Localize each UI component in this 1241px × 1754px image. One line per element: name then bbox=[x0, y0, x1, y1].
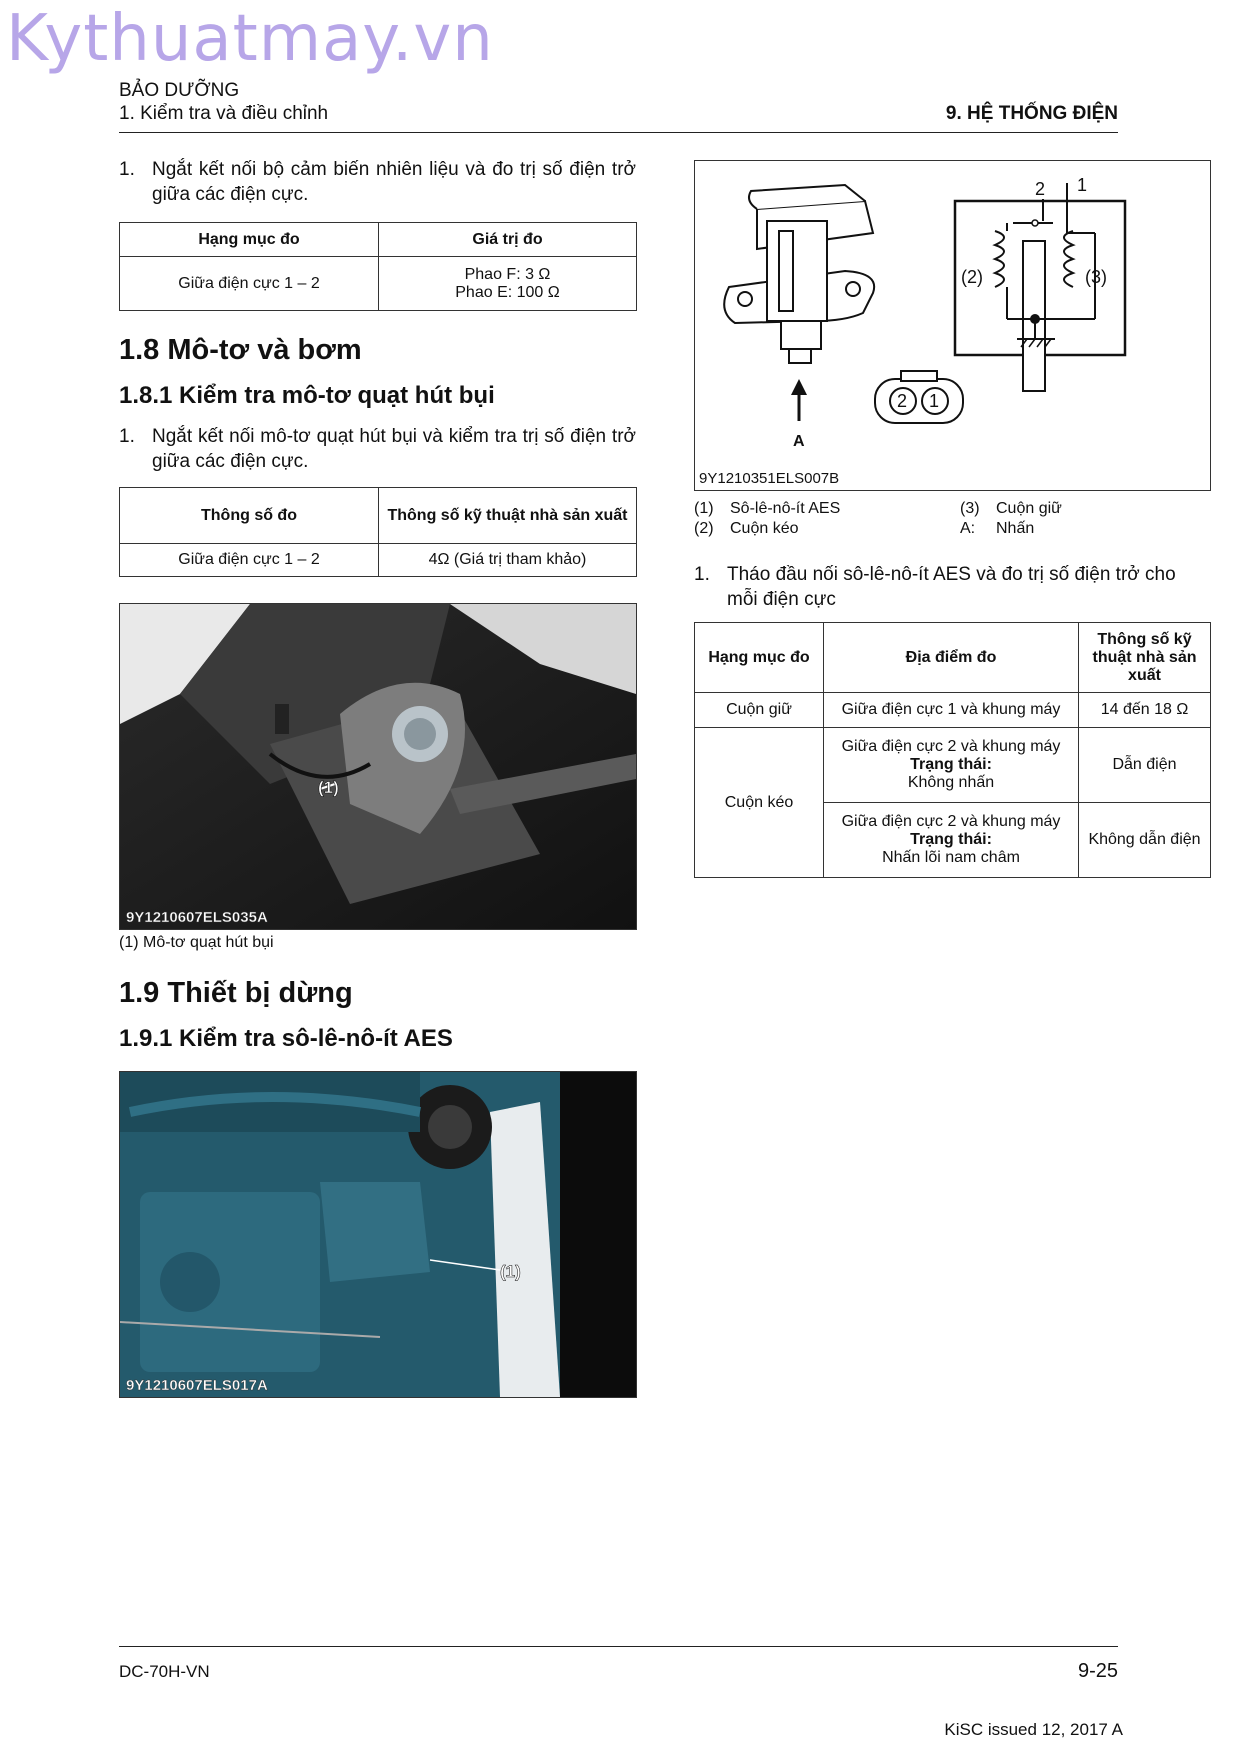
location-text: Giữa điện cực 2 và khung máy bbox=[841, 738, 1061, 755]
photo-code: 9Y1210607ELS017A bbox=[126, 1377, 268, 1394]
heading-1-8-1: 1.8.1 Kiểm tra mô-tơ quạt hút bụi bbox=[119, 382, 495, 409]
step-text: Tháo đầu nối sô-lê-nô-ít AES và đo trị số điện trở cho mỗi điện cực bbox=[727, 564, 1176, 610]
diagram-code: 9Y1210351ELS007B bbox=[699, 470, 840, 487]
table-cell bbox=[824, 803, 1079, 878]
table-header: Thông số đo bbox=[120, 488, 379, 544]
connector-pin-2: 2 bbox=[897, 391, 908, 411]
engine-illustration bbox=[120, 1072, 636, 1397]
table-cell bbox=[824, 728, 1079, 803]
fan-motor-photo bbox=[119, 603, 637, 930]
table-cell: 14 đến 18 Ω bbox=[1079, 693, 1211, 728]
step-text: Ngắt kết nối mô-tơ quạt hút bụi và kiểm tra trị số điện trở giữa các điện cực. bbox=[152, 426, 636, 472]
solenoid-diagram-drawing bbox=[695, 161, 1210, 490]
issue-note: KiSC issued 12, 2017 A bbox=[944, 1720, 1123, 1739]
fan-motor-caption: (1) Mô-tơ quạt hút bụi bbox=[119, 934, 274, 951]
legend-key: (1) bbox=[694, 500, 714, 517]
table-cell: Giữa điện cực 1 – 2 bbox=[120, 257, 379, 311]
state-label: Trạng thái: bbox=[910, 831, 992, 848]
aes-solenoid-table bbox=[694, 622, 1211, 878]
legend-item bbox=[694, 500, 840, 518]
header-chapter: 9. HỆ THỐNG ĐIỆN bbox=[945, 103, 1118, 124]
watermark: Kythuatmay.vn bbox=[6, 2, 494, 76]
legend-text: Nhấn bbox=[996, 520, 1035, 537]
state-label: Trạng thái: bbox=[910, 756, 992, 773]
label-a: A bbox=[793, 433, 805, 450]
location-text: Giữa điện cực 2 và khung máy bbox=[841, 813, 1061, 830]
state-value: Không nhấn bbox=[907, 774, 995, 791]
header-section: BẢO DƯỠNG bbox=[119, 80, 240, 101]
legend-key: A: bbox=[960, 520, 976, 537]
header-rule bbox=[119, 132, 1118, 133]
table-cell: Cuộn kéo bbox=[695, 728, 824, 878]
heading-1-9-1: 1.9.1 Kiểm tra sô-lê-nô-ít AES bbox=[119, 1025, 453, 1052]
table-cell bbox=[379, 257, 637, 311]
table-header: Giá trị đo bbox=[379, 223, 637, 257]
float-e-value: Phao E: 100 Ω bbox=[455, 283, 560, 301]
footer-rule bbox=[119, 1646, 1118, 1647]
step-text: Ngắt kết nối bộ cảm biến nhiên liệu và đo trị số điện trở giữa các điện cực. bbox=[152, 159, 636, 205]
state-value: Nhấn lõi nam châm bbox=[882, 849, 1020, 866]
step-aes-solenoid bbox=[694, 562, 1211, 612]
legend-text: Cuộn kéo bbox=[730, 520, 799, 537]
heading-1-9: 1.9 Thiết bị dừng bbox=[119, 977, 353, 1009]
step-number: 1. bbox=[119, 159, 135, 180]
table-cell: Giữa điện cực 1 – 2 bbox=[120, 544, 379, 577]
coil-2-label: (2) bbox=[961, 267, 983, 287]
page-number: 9-25 bbox=[1077, 1660, 1118, 1682]
photo-code: 9Y1210607ELS035A bbox=[126, 909, 268, 926]
legend-key: (3) bbox=[960, 500, 980, 517]
fan-motor-table bbox=[119, 487, 637, 577]
legend-text: Sô-lê-nô-ít AES bbox=[730, 500, 841, 517]
step-number: 1. bbox=[119, 426, 135, 447]
photo-label: (1) bbox=[500, 1262, 521, 1281]
aes-solenoid-diagram bbox=[694, 160, 1211, 491]
step-fuel-sensor bbox=[119, 157, 636, 207]
legend-item bbox=[694, 520, 799, 538]
legend-item bbox=[960, 500, 1062, 518]
table-cell: 4Ω (Giá trị tham khảo) bbox=[379, 544, 637, 577]
table-header: Địa điểm đo bbox=[824, 623, 1079, 693]
float-f-value: Phao F: 3 Ω bbox=[464, 265, 551, 283]
fuel-sensor-table bbox=[119, 222, 637, 311]
table-header: Thông số kỹ thuật nhà sản xuất bbox=[1079, 623, 1211, 693]
legend-text: Cuộn giữ bbox=[996, 500, 1062, 517]
table-header: Hạng mục đo bbox=[695, 623, 824, 693]
header-subsection: 1. Kiểm tra và điều chỉnh bbox=[119, 103, 329, 124]
legend-item bbox=[960, 520, 1034, 538]
table-cell: Cuộn giữ bbox=[695, 693, 824, 728]
step-fan-motor bbox=[119, 424, 636, 474]
table-cell: Dẫn điện bbox=[1079, 728, 1211, 803]
legend-key: (2) bbox=[694, 520, 714, 537]
table-cell: Giữa điện cực 1 và khung máy bbox=[824, 693, 1079, 728]
step-number: 1. bbox=[694, 564, 710, 585]
terminal-2-label: 2 bbox=[1035, 179, 1046, 199]
fan-motor-illustration bbox=[120, 604, 636, 929]
table-cell: Không dẫn điện bbox=[1079, 803, 1211, 878]
heading-1-8: 1.8 Mô-tơ và bơm bbox=[119, 334, 362, 366]
table-header: Hạng mục đo bbox=[120, 223, 379, 257]
footer-doc-code: DC-70H-VN bbox=[119, 1662, 210, 1681]
aes-solenoid-photo bbox=[119, 1071, 637, 1398]
coil-3-label: (3) bbox=[1085, 267, 1107, 287]
photo-label: (1) bbox=[318, 778, 339, 797]
terminal-1-label: 1 bbox=[1077, 175, 1088, 195]
table-header: Thông số kỹ thuật nhà sản xuất bbox=[379, 488, 637, 544]
connector-pin-1: 1 bbox=[929, 391, 940, 411]
